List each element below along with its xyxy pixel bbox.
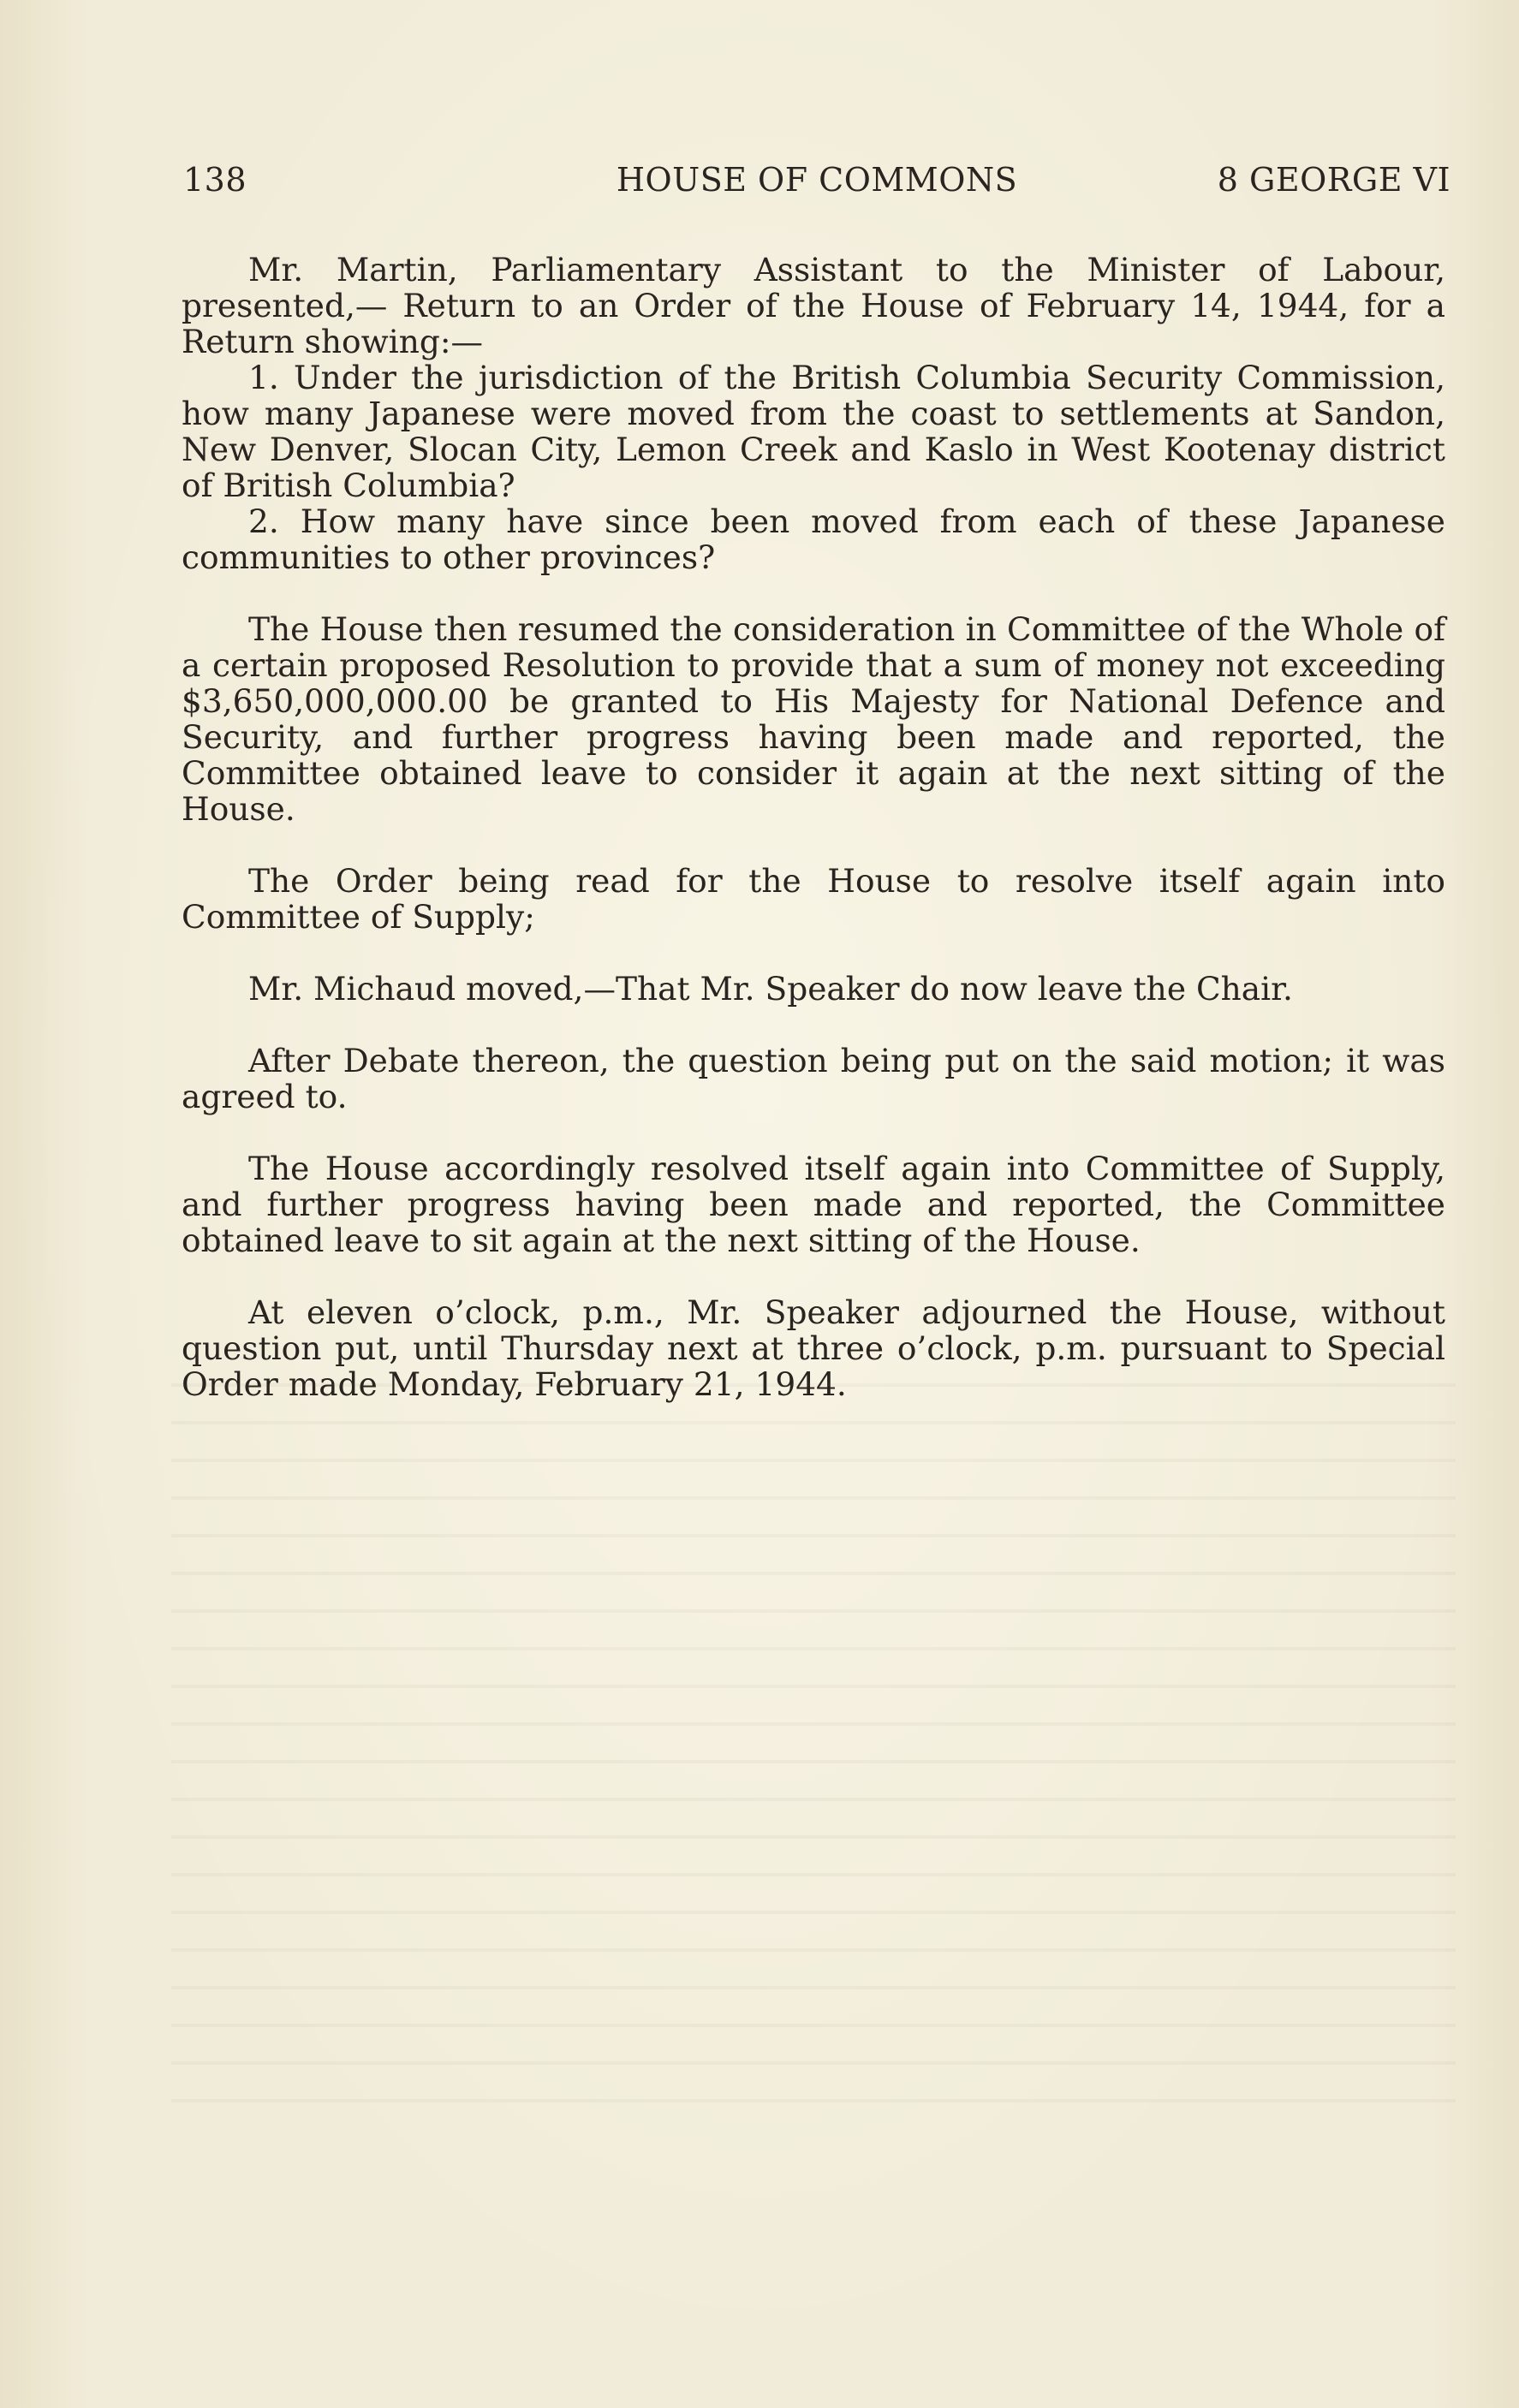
show-through-texture <box>171 1361 1456 2132</box>
journal-entries <box>182 252 1445 1402</box>
paragraph-committee-whole: The House then resumed the consideration in Committee of the Whole of a certain proposed Resolution to provide that a sum of money not exceeding $3,650,000,000.00 be granted to His Majesty for National Defence and Security, and further progress having been made and reported, the Committee obtained leave to consider it again at the next sitting of the House. <box>182 610 1445 828</box>
paragraph-debate: After Debate thereon, the question being put on the said motion; it was agreed to. <box>182 1042 1445 1115</box>
paragraph-committee-supply: The House accordingly resolved itself again into Committee of Supply, and further progress having been made and reported, the Committee obtained leave to sit again at the next sitting of the House. <box>182 1150 1445 1259</box>
paragraph-motion: Mr. Michaud moved,—That Mr. Speaker do now leave the Chair. <box>248 970 1293 1008</box>
paragraph-order-read: The Order being read for the House to resolve itself again into Committee of Supply; <box>182 862 1445 936</box>
page-header <box>183 161 1450 212</box>
paragraph-return-presented: Mr. Martin, Parliamentary Assistant to the Minister of Labour, presented,— Return to an Order of the House of February 14, 1944, for a Return showing:— <box>182 251 1445 360</box>
paragraph-question-2: 2. How many have since been moved from each of these Japanese communities to other provinces? <box>182 502 1445 576</box>
paragraph-adjournment: At eleven o’clock, p.m., Mr. Speaker adjourned the House, without question put, until Thursday next at three o’clock, p.m. pursuant to Special Order made Monday, February 21, 1944. <box>182 1293 1445 1403</box>
paragraph-question-1: 1. Under the jurisdiction of the British Columbia Security Commission, how many Japanese were moved from the coast to settlements at Sandon, New Denver, Slocan City, Lemon Creek and Kaslo in West Kootenay district of British Columbia? <box>182 359 1445 504</box>
page-number: 138 <box>183 161 247 199</box>
running-title: HOUSE OF COMMONS <box>616 161 1018 199</box>
regnal-year: 8 GEORGE VI <box>1217 161 1450 199</box>
